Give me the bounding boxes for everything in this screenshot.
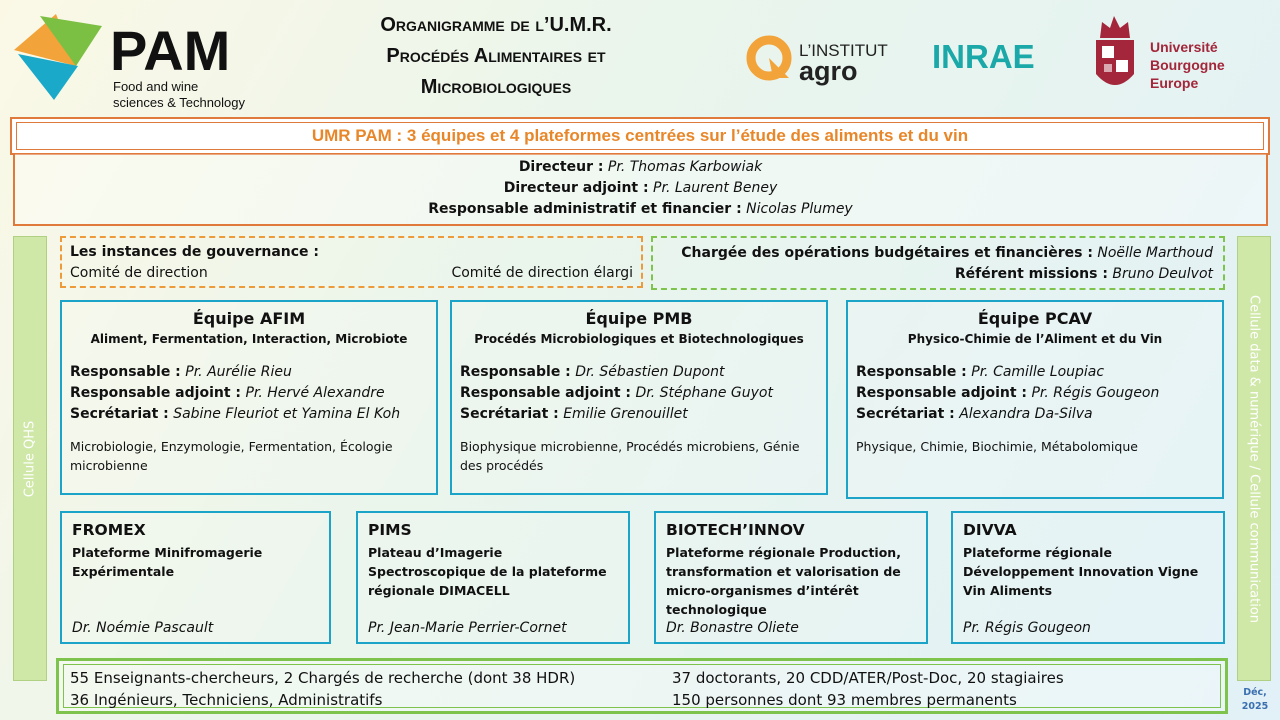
adjoint-label: Responsable adjoint : [856, 385, 1028, 401]
team-title: Équipe AFIM [192, 309, 306, 328]
institut-agro-logo [745, 30, 915, 90]
platform-desc: Plateforme régionale Production, transformation et valorisation de micro-organismes d’intérêt technologique [666, 545, 901, 617]
platform-name: FROMEX [72, 521, 146, 539]
platform-name: BIOTECH’INNOV [666, 521, 805, 539]
responsable-label: Responsable : [856, 364, 967, 380]
ube-logo-line3: Europe [1150, 75, 1199, 91]
platform-head: Dr. Noémie Pascault [72, 620, 214, 636]
platform-desc: Plateforme Minifromagerie Expérimentale [72, 545, 263, 579]
umr-banner-text: UMR PAM : 3 équipes et 4 plateformes centrées sur l’étude des aliments et du vin [16, 122, 1264, 150]
pam-logo-line1: Food and wine [113, 79, 199, 94]
governance-item-2: Comité de direction élargi [451, 265, 633, 281]
platform-name: PIMS [368, 521, 412, 539]
budget-label-1: Chargée des opérations budgétaires et financières : [681, 245, 1093, 261]
director-name: Pr. Thomas Karbowiak [607, 159, 763, 175]
platform-head: Dr. Bonastre Oliete [666, 620, 799, 636]
platform-desc: Plateforme régionale Développement Innovation Vigne Vin Aliments [963, 545, 1199, 598]
team-secretariat [70, 404, 428, 425]
team-adjoint [460, 383, 818, 404]
title-line-2: Procédés Alimentaires et [386, 45, 606, 67]
platform-fromex [60, 511, 331, 644]
title-line-1: Organigramme de l’U.M.R. [380, 14, 612, 36]
governance-items [70, 263, 633, 284]
date-line-2: 2025 [1241, 701, 1269, 712]
team-themes: Microbiologie, Enzymologie, Fermentation, Écologie microbienne [70, 439, 393, 473]
pam-logo-name: PAM [110, 19, 231, 82]
responsable-label: Responsable : [460, 364, 571, 380]
cellule-data-bar [1237, 236, 1271, 681]
adjoint-name: Pr. Hervé Alexandre [245, 385, 385, 401]
platform-pims [356, 511, 630, 644]
team-themes: Biophysique microbienne, Procédés microbiens, Génie des procédés [460, 439, 800, 473]
deputy-line [15, 178, 1266, 199]
platform-head: Pr. Jean-Marie Perrier-Cornet [368, 620, 567, 636]
team-secretariat [460, 404, 818, 425]
secretariat-name: Sabine Fleuriot et Yamina El Koh [173, 406, 401, 422]
deputy-label: Directeur adjoint : [503, 180, 649, 196]
staff-summary [56, 658, 1228, 714]
secretariat-label: Secrétariat : [460, 406, 559, 422]
budget-line-2 [663, 264, 1213, 285]
admin-line [15, 199, 1266, 220]
team-afim [60, 300, 438, 495]
admin-label: Responsable administratif et financier : [428, 201, 742, 217]
governance-item-1: Comité de direction [70, 265, 208, 281]
team-adjoint [856, 383, 1214, 404]
team-title: Équipe PMB [585, 309, 693, 328]
pam-logo-line2: sciences & Technology [113, 95, 246, 110]
budget-name-1: Noëlle Marthoud [1097, 245, 1213, 261]
budget-label-2: Référent missions : [954, 266, 1108, 282]
governance-title: Les instances de gouvernance : [70, 244, 319, 260]
ube-logo-line2: Bourgogne [1150, 57, 1225, 73]
umr-banner [10, 117, 1270, 155]
responsable-name: Dr. Sébastien Dupont [575, 364, 725, 380]
ube-logo-line1: Université [1150, 39, 1218, 55]
team-secretariat [856, 404, 1214, 425]
staff-line-2: 37 doctorants, 20 CDD/ATER/Post-Doc, 20 stagiaires [672, 669, 1064, 687]
team-responsable [856, 362, 1214, 383]
agro-logo-line1: L’INSTITUT [799, 41, 888, 60]
staff-line-3: 36 Ingénieurs, Techniciens, Administratifs [70, 691, 383, 709]
team-subtitle: Aliment, Fermentation, Interaction, Microbiote [90, 332, 408, 346]
cellule-qhs-label: Cellule QHS [22, 420, 38, 497]
governance-box [60, 236, 643, 288]
team-responsable [460, 362, 818, 383]
cellule-data-label: Cellule data & numérique / Cellule communication [1246, 294, 1262, 623]
responsable-label: Responsable : [70, 364, 181, 380]
adjoint-label: Responsable adjoint : [70, 385, 242, 401]
direction-box [13, 154, 1268, 226]
staff-line-4: 150 personnes dont 93 membres permanents [672, 691, 1017, 709]
team-pmb [450, 300, 828, 495]
team-themes: Physique, Chimie, Biochimie, Métabolomique [856, 439, 1138, 454]
inrae-logo [930, 36, 1050, 76]
platform-desc: Plateau d’Imagerie Spectroscopique de la plateforme régionale DIMACELL [368, 545, 607, 598]
director-label: Directeur : [518, 159, 604, 175]
team-adjoint [70, 383, 428, 404]
title-line-3: Microbiologiques [420, 76, 572, 98]
budget-box [651, 236, 1225, 290]
team-subtitle: Procédés Microbiologiques et Biotechnologiques [474, 332, 804, 346]
date-line-1: Déc, [1243, 687, 1267, 698]
date-stamp [1236, 686, 1274, 714]
secretariat-name: Alexandra Da-Silva [959, 406, 1093, 422]
adjoint-name: Dr. Stéphane Guyot [635, 385, 773, 401]
platform-name: DIVVA [963, 521, 1017, 539]
agro-logo-line2: agro [799, 56, 858, 86]
budget-name-2: Bruno Deulvot [1112, 266, 1213, 282]
team-responsable [70, 362, 428, 383]
responsable-name: Pr. Aurélie Rieu [185, 364, 292, 380]
pam-logo [10, 8, 250, 113]
staff-line-1: 55 Enseignants-chercheurs, 2 Chargés de recherche (dont 38 HDR) [70, 669, 576, 687]
inrae-logo-text: INRAE [932, 38, 1035, 75]
adjoint-name: Pr. Régis Gougeon [1031, 385, 1160, 401]
page-title [300, 10, 692, 103]
deputy-name: Pr. Laurent Beney [653, 180, 778, 196]
secretariat-label: Secrétariat : [70, 406, 169, 422]
team-subtitle: Physico-Chimie de l’Aliment et du Vin [907, 332, 1163, 346]
secretariat-label: Secrétariat : [856, 406, 955, 422]
team-title: Équipe PCAV [977, 309, 1093, 328]
budget-line-1 [663, 243, 1213, 264]
platform-head: Pr. Régis Gougeon [963, 620, 1091, 636]
secretariat-name: Emilie Grenouillet [563, 406, 688, 422]
team-pcav [846, 300, 1224, 499]
responsable-name: Pr. Camille Loupiac [971, 364, 1105, 380]
director-line [15, 157, 1266, 178]
staff-grid [63, 664, 1221, 708]
cellule-qhs-bar [13, 236, 47, 681]
adjoint-label: Responsable adjoint : [460, 385, 632, 401]
platform-divva [951, 511, 1225, 644]
admin-name: Nicolas Plumey [746, 201, 853, 217]
platform-biotech-innov [654, 511, 928, 644]
universite-bourgogne-logo [1090, 4, 1260, 100]
